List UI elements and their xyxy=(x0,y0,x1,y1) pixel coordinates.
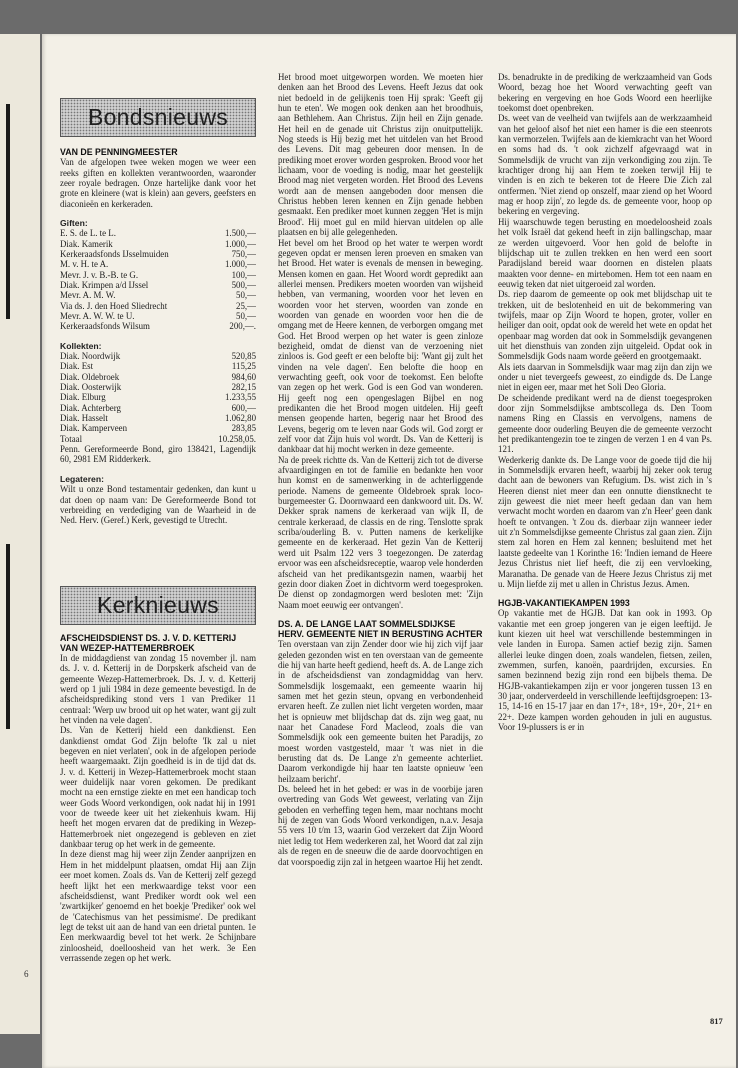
entry-name: Diak. Oosterwijk xyxy=(60,382,122,393)
legateren-text: Wilt u onze Bond testamentair gedenken, dan kunt u dat doen op naam van: De Gereformeerde Bond tot verbreiding en verdediging van de Waarheid in de Ned. Herv. (Geref.) Kerk, gevestigd te Utrecht. xyxy=(60,484,256,526)
entry-name: Kerkeraadsfonds IJsselmuiden xyxy=(60,248,169,259)
table-row xyxy=(60,351,256,361)
entry-amount: 750,— xyxy=(231,248,256,259)
giften-label: Giften: xyxy=(60,217,88,228)
giften-table xyxy=(60,228,256,331)
lange-paragraph-8: De scheidende predikant werd na de dienst toegesproken door zijn Sommelsdijkse ambtscollega ds. Den Toom namens Ring en Classis en vervolgens, namens de gemeente door ouderling Beuyen die de gemeente verzocht het predikantengezin toe te zingen de verzen 1 en 4 van Ps. 121. xyxy=(498,392,712,455)
table-row xyxy=(60,372,256,382)
entry-name: M. v. H. te A. xyxy=(60,259,109,270)
lange-paragraph-2: Ds. beleed het in het gebed: er was in de voorbije jaren overtreding van Gods Wet geweest, verlating van Zijn geboden en verheffing tegen hem, maar nochtans mocht hij de zegen van Gods Woord verkondigen, n.a.v. Jesaja 55 vers 10 t/m 13, waarin God verzekert dat Zijn Woord niet ledig tot Hem wederkeren zal, het Woord dat zal zijn als de regen en de sneeuw die de aarde doorvochtigen en dat voorspoedig zijn zal in hetgeen waartoe Hij het zendt. xyxy=(278,784,483,867)
entry-amount: 25,— xyxy=(236,300,256,311)
entry-amount: 1.500,— xyxy=(224,228,256,239)
ketterij-paragraph-4: Het brood moet uitgeworpen worden. We moeten hier denken aan het Brood des Levens. Heeft Jezus dat ook niet bedoeld in de gelijkenis toen Hij sprak: 'Geeft gij hun te eten'. We mogen ook denken aan het broodhuis, aan Bethlehem. Aan Christus. Zijn heil en Zijn genade. Het heil en de genade uit Christus zijn onuitputtelijk. Nog steeds is Hij bezig met het uitdelen van het Brood des Levens. Dit mag gebeuren door mensen. In de prediking moet erover worden gesproken. Brood voor het lichaam, voor de voeding is nodig, maar het geestelijk Brood mag niet vergeten worden. Het Brood des Levens wordt aan de mensen aangeboden door mensen die Christus hebben leren kennen en Zijn genade hebben gesmaakt. Een prediker moet kunnen zeggen 'Het is mijn Brood'. Hij moet gul en mild hiervan uitdelen op alle plaatsen en bij alle gelegenheden. xyxy=(278,72,483,238)
entry-amount: 1.233,55 xyxy=(224,392,256,403)
entry-name: Diak. Oldebroek xyxy=(60,371,120,382)
table-row xyxy=(60,321,256,331)
lange-paragraph-3: Ds. benadrukte in de prediking de werkzaamheid van Gods Woord, bezag hoe het Woord verwachting geeft van bekering en vergeving en hoe Gods Woord een heerlijke toekomst doet openbreken. xyxy=(498,72,712,114)
table-row xyxy=(60,361,256,371)
entry-name: Diak. Hasselt xyxy=(60,413,108,424)
entry-amount: 984,60 xyxy=(231,371,256,382)
entry-amount: 200,—. xyxy=(229,321,256,332)
entry-name: Diak. Kamperveen xyxy=(60,423,128,434)
ketterij-paragraph-6: Na de preek richtte ds. Van de Ketterij zich tot de diverse afvaardigingen en tot de familie en bedankte hen voor hun komst en de samenwerking in de achterliggende periode. Namens de gemeente Oldebroek sprak loco-burgemeester G. Doornwaard een dankwoord uit. Ds. W. Dekker sprak namens de kerkeraad van wijk II, de centrale kerkeraad, de classis en de ring. Tenslotte sprak scriba/ouderling B. v. Putten namens de kerkelijke gemeente en de kerkeraad. Het gezin Van de Ketterij werd uit Psalm 122 vers 3 toegezongen. De zaterdag ervoor was een afscheidsreceptie, waarop vele honderden afscheid van het predikantsgezin namen, waarbij het gezin door diaken Zoet in dichtvorm werd toegesproken. De dienst op zondagmorgen werd besloten met: 'Zijn Naam moet eeuwig eer ontvangen'. xyxy=(278,454,483,610)
legateren-label: Legateren: xyxy=(60,473,104,484)
penningmeester-address: Penn. Gereformeerde Bond, giro 138421, Lagendijk 60, 2981 EM Ridderkerk. xyxy=(60,444,256,465)
entry-name: Diak. Elburg xyxy=(60,392,106,403)
lange-heading: DS. A. DE LANGE LAAT SOMMELSDIJKSE HERV. GEMEENTE NIET IN BERUSTING ACHTER xyxy=(278,618,483,640)
entry-amount: 283,85 xyxy=(231,423,256,434)
table-row xyxy=(60,239,256,249)
entry-name: Mevr. J. v. B.-B. te G. xyxy=(60,269,139,280)
penningmeester-heading: VAN DE PENNINGMEESTER xyxy=(60,147,178,157)
ketterij-paragraph-1: In de middagdienst van zondag 15 november jl. nam ds. J. v. d. Ketterij in de Dorpskerk afscheid van de gemeente Wezep-Hattemerbroek. Ds. J. v. d. Ketterij werd op 1 juli 1984 in deze gemeente bevestigd. In de afscheidsprediking stond vers 1 van Prediker 11 centraal: 'Werp uw brood uit op het water, want gij zult het vinden na vele dagen'. xyxy=(60,652,256,726)
hgjb-paragraph-1: Op vakantie met de HGJB. Dat kan ook in 1993. Op vakantie met een groep jongeren van je eigen leeftijd. Je kunt kiezen uit heel wat verschillende bestemmingen in vele landen in Europa. Samen actief bezig zijn. Samen allerlei leuke dingen doen, zoals wandelen, fietsen, zeilen, zwemmen, surfen, kanoën, paardrijden, excursies. En samen bezinnend bezig zijn rond een bijbels thema. De HGJB-vakantiekampen zijn er voor jongeren tussen 13 en 30 jaar, onderverdeeld in verschillende leeftijdsgroepen: 13-15, 14-16 en 15-17 jaar en dan 17+, 18+, 19+, 20+, 21+ en 22+. Deze kampen worden gehouden in juli en augustus. Voor 19-plussers is er in xyxy=(498,608,712,733)
kollekten-table xyxy=(60,351,256,444)
table-row xyxy=(60,434,256,444)
entry-name: E. S. de L. te L. xyxy=(60,228,116,239)
entry-amount: 10.258,05. xyxy=(218,433,256,444)
bondsnieuws-title: Bondsnieuws xyxy=(87,104,229,131)
bondsnieuws-banner xyxy=(60,98,256,137)
margin-bar xyxy=(6,544,10,729)
kerknieuws-title: Kerknieuws xyxy=(97,591,219,618)
ketterij-paragraph-3: In deze dienst mag hij weer zijn Zender aanprijzen en Hem in het middelpunt plaatsen, omdat Hij aan Zijn eer moet komen. Zoals ds. Van de Ketterij zelf gezegd heeft lijkt het een merkwaardige tekst voor een afscheidsdienst, want Prediker wordt ook wel een 'zwartkijker' genoemd en het boekje 'Prediker' ook wel de 'Catechismus van het pessimisme'. De predikant legt de tekst uit aan de hand van een drietal punten. 1e Een merkwaardig bevel tot het werk. 2e Schijnbare zinloosheid, doelloosheid van het werk. 3e Een verrassende zegen op het werk. xyxy=(60,849,256,963)
entry-name: Via ds. J. den Hoed Sliedrecht xyxy=(60,300,168,311)
entry-name: Diak. Achterberg xyxy=(60,402,121,413)
entry-amount: 520,85 xyxy=(231,351,256,362)
lange-paragraph-1: Ten overstaan van zijn Zender door wie hij zich vijf jaar geleden gezonden wist en ten overstaan van de gemeente die hij van harte heeft gediend, heeft ds. A. de Lange zich in de afscheidsdienst van zondagmiddag van herv. Sommelsdijk losgemaakt, een gemeente waarin hij samen met het gezin steun, opvang en verbondenheid ervaren heeft. Ze zullen niet licht vergeten worden, maar het is opnieuw met blijdschap dat ds. zijn weg gaat, nu naar het Canadese Ford Macleod, zoals die van Sommelsdijk ook een gemeente buiten het Paradijs, zo moest worden vastgesteld, maar 't was niet in die berusting dat ds. De Lange z'n gemeente achterliet. Daarom verkondigde hij haar ten laatste opnieuw 'een heilzaam bericht'. xyxy=(278,639,483,784)
entry-name: Mevr. A. W. W. te U. xyxy=(60,311,135,322)
entry-name: Diak. Krimpen a/d IJssel xyxy=(60,279,149,290)
table-row xyxy=(60,413,256,423)
entry-amount: 1.000,— xyxy=(224,238,256,249)
table-row xyxy=(60,423,256,433)
table-row xyxy=(60,392,256,402)
table-row xyxy=(60,290,256,300)
hgjb-heading: HGJB-VAKANTIEKAMPEN 1993 xyxy=(498,598,630,609)
table-row xyxy=(60,228,256,238)
entry-amount: 500,— xyxy=(231,279,256,290)
entry-amount: 600,— xyxy=(231,402,256,413)
left-page-marker: 6 xyxy=(24,969,29,979)
lange-paragraph-4: Ds. weet van de veelheid van twijfels aan de werkzaamheid van het geloof alsof het niet een hamer is die een steenrots kan vermorzelen. Twijfels aan de kiemkracht van het Woord en soms had ds. 't ook zichzelf afgevraagd wat in Sommelsdijk de vrucht van zijn verkondiging zou zijn. Te krachtiger drong hij aan Hem te zoeken terwijl Hij te vinden is en zich te bekeren tot de Heere Die Zich zal ontfermen. 'Niet ziend op onszelf, maar ziend op het Woord mag er hoop zijn', zo legde ds. de gemeente voor, hoop op bekering en vergeving. xyxy=(498,113,712,217)
table-row xyxy=(60,382,256,392)
entry-name: Diak. Kamerik xyxy=(60,238,113,249)
page-number: 817 xyxy=(710,1016,723,1026)
column-1 xyxy=(60,98,256,1028)
entry-amount: 1.000,— xyxy=(224,259,256,270)
table-row xyxy=(60,311,256,321)
table-row xyxy=(60,249,256,259)
page-sheet xyxy=(42,34,736,1068)
table-row xyxy=(60,403,256,413)
ketterij-heading: AFSCHEIDSDIENST DS. J. V. D. KETTERIJ VAN WEZEP-HATTEMERBROEK xyxy=(60,632,237,653)
ketterij-paragraph-5: Het bevel om het Brood op het water te werpen wordt gegeven opdat er mensen leren proeven en smaken van het Brood. Het water is evenals de mensen in beweging. Mensen komen en gaan. Het Woord wordt gepredikt aan allerlei mensen. Predikers moeten woorden van wijsheid hebben, van vermaning, woorden voor het leven en woorden voor het sterven, woorden van zonde en woorden van genade en woorden voor hen die de omgang met de Heere kennen, de verborgen omgang met God. Het Brood werpen op het water is geen zinloze bezigheid, omdat de dienst van de verzoening niet zinloos is. God geeft er een belofte bij: 'Want gij zult het vinden na vele dagen'. Een belofte die hoop en verwachting geeft, ook voor de toekomst. Een belofte van zegen op het werk. God is een God van wonderen. Hij geeft nog een opengeslagen Bijbel en nog predikanten die het Brood mogen uitdelen. Hij geeft mensen geopende harten, begerig naar het Brood des Levens, begerig om te leven naar Gods wil. God zorgt er zelf voor dat Zijn huis vol wordt. Ds. Van de Ketterij is dankbaar dat hij mocht werken in deze gemeente. xyxy=(278,237,483,455)
column-2 xyxy=(278,72,483,1024)
entry-amount: 50,— xyxy=(236,290,256,301)
table-row xyxy=(60,259,256,269)
column-3 xyxy=(498,72,712,1024)
lange-paragraph-5: Hij waarschuwde tegen berusting en moedeloosheid zoals het volk Israël dat gekend heeft in zijn ballingschap, maar ze werden uitgevoerd. Voor hen gold de belofte in blijdschap uit te zullen trekken en hen werd een soort Paradijsland bereid waar doornen en distelen plaats maakten voor denne- en mirtebomen. Hem tot een naam en eeuwig teken dat niet uitgeroeid zal worden. xyxy=(498,216,712,289)
table-row xyxy=(60,280,256,290)
lange-paragraph-6: Ds. riep daarom de gemeente op ook met blijdschap uit te trekken, uit de beslotenheid en uit de bekommering van twijfels, maar op Zijn Woord te hopen, groter, voller en heiliger dan ooit, opdat ook de wereld het wete en opdat het openbaar mag worden dat ook in Sommelsdijk gevangenen uit het diensthuis van zonden zijn uitgeleid. Opdat ook in Sommelsdijk Gods naam worde geëerd en grootgemaakt. xyxy=(498,289,712,362)
margin-bar xyxy=(6,104,10,319)
table-row xyxy=(60,301,256,311)
lange-paragraph-9: Wederkerig dankte ds. De Lange voor de goede tijd die hij in Sommelsdijk ervaren heeft, waarbij hij zeker ook terug dacht aan de bewoners van Refugium. Ds. wist zich in 's Heeren dienst niet meer dan een onnutte dienstknecht te zijn geweest die niet meer heeft gedaan dan van hem verwacht mocht worden en daarom van z'n Heer' geen dank hoeft te ontvangen. 't Zou ds. dierbaar zijn wanneer ieder uit z'n Sommelsdijkse gemeente Christus zal gaan zien. Zijn stem zal horen en Hem zal kennen; besluitend met het laatste gedeelte van 1 Korinthe 16: 'Indien iemand de Heere Jezus Christus niet lief heeft, die zij een vervloeking, Maranatha. De genade van de Heere Jezus Christus zij met u. Mijn liefde zij met u allen in Christus Jezus. Amen. xyxy=(498,454,712,589)
entry-amount: 50,— xyxy=(236,311,256,322)
kollekten-label: Kollekten: xyxy=(60,340,102,351)
entry-amount: 1.062,80 xyxy=(224,413,256,424)
lange-paragraph-7: Als iets daarvan in Sommelsdijk waar mag zijn dan zijn we onder u niet tevergeefs geweest, zo eindigde ds. De Lange niet in eigen eer, maar met het Soli Deo Gloria. xyxy=(498,361,712,393)
entry-amount: 115,25 xyxy=(231,361,256,372)
ketterij-paragraph-2: Ds. Van de Ketterij hield een dankdienst. Een dankdienst omdat God Zijn belofte 'Ik zal u niet begeven en niet verlaten', ook in de afgelopen periode heeft waargemaakt. Zijn goedheid is in de tijd dat ds. J. v. d. Ketterij in Wezep-Hattemerbroek mocht staan weer duidelijk naar voren gekomen. De predikant mocht na een ernstige ziekte en met een handicap toch weer Gods Woord verkondigen, ook nadat hij in 1991 voor de tweede keer uit het ziekenhuis kwam. Hij heeft het mogen ervaren dat de prediking in Wezep-Hattemerbroek niet ongezegend is gebleven en ziet dankbaar terug op het werk in de gemeente. xyxy=(60,725,256,850)
table-row xyxy=(60,270,256,280)
penningmeester-text: Van de afgelopen twee weken mogen we weer een reeks giften en kollekten verantwoorden, waaronder zeer royale bedragen. Onze hartelijke dank voor het grote en kleinere (wat is klein) aan gevers, geefsters en diaconieën en kerkeraden. xyxy=(60,157,256,209)
kerknieuws-banner xyxy=(60,586,256,625)
entry-name: Diak. Est xyxy=(60,361,94,372)
previous-page-edge xyxy=(0,34,40,1034)
entry-name: Mevr. A. M. W. xyxy=(60,290,116,301)
entry-amount: 282,15 xyxy=(231,382,256,393)
entry-name: Kerkeraadsfonds Wilsum xyxy=(60,321,150,332)
entry-amount: 100,— xyxy=(231,269,256,280)
entry-name: Diak. Noordwijk xyxy=(60,351,121,362)
entry-name: Totaal xyxy=(60,433,83,444)
